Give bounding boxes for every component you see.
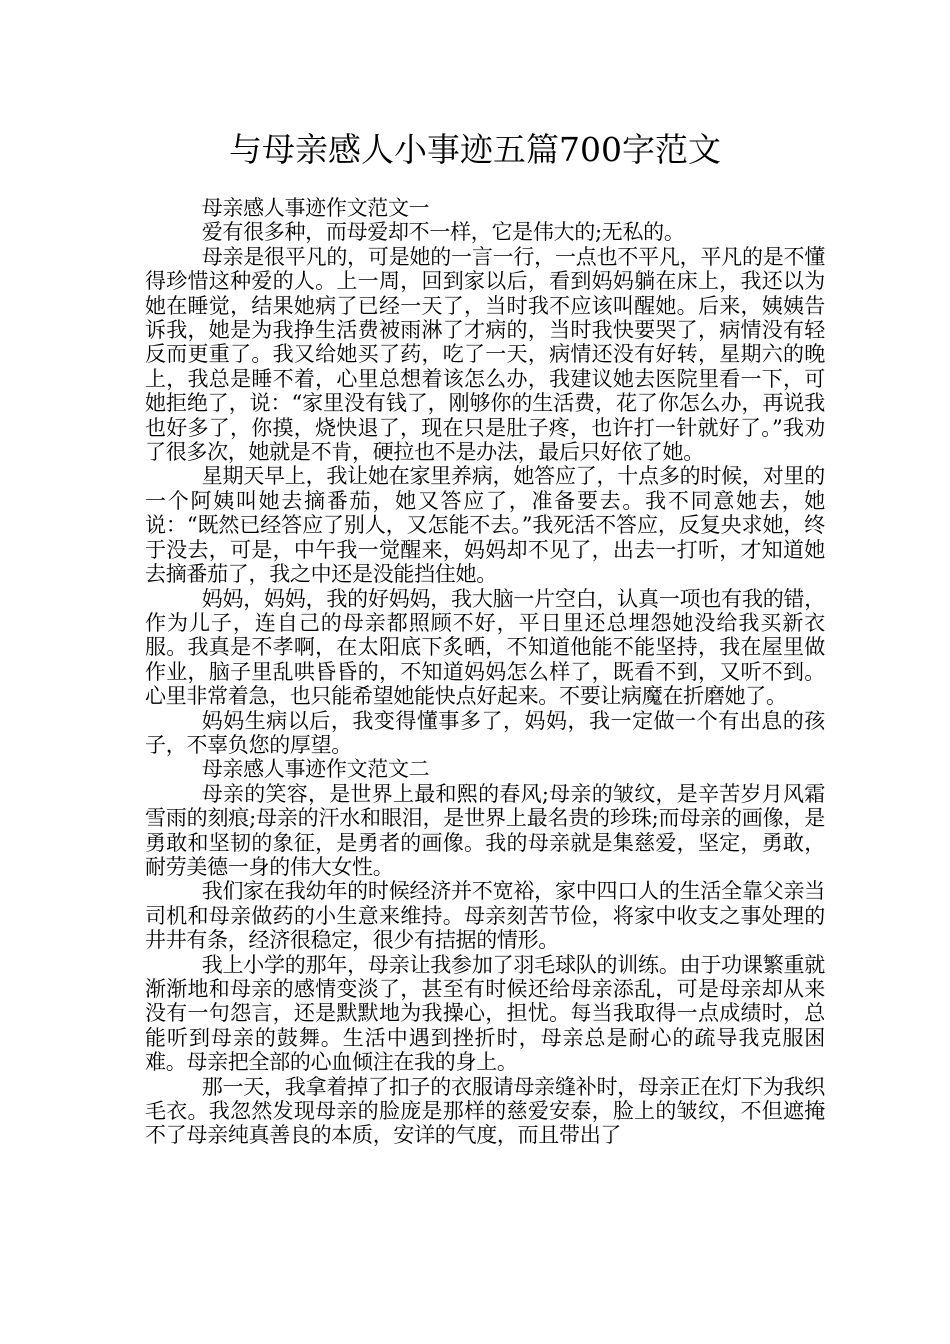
paragraph: 我上小学的那年，母亲让我参加了羽毛球队的训练。由于功课繁重就渐渐地和母亲的感情变淡了，甚至有时候还给母亲添乱，可是母亲却从来没有一句怨言，还是默默地为我操心，担忧。每当我取得一点成绩时，总能听到母亲的鼓舞。生活中遇到挫折时，母亲总是耐心的疏导我克服困难。母亲把全部的心血倾注在我的身上。	[145, 952, 825, 1075]
paragraph: 那一天，我拿着掉了扣子的衣服请母亲缝补时，母亲正在灯下为我织毛衣。我忽然发现母亲的脸庞是那样的慈爱安泰，脸上的皱纹，不但遮掩不了母亲纯真善良的本质，安详的气度，而且带出了	[145, 1074, 825, 1148]
paragraph: 母亲是很平凡的，可是她的一言一行，一点也不平凡，平凡的是不懂得珍惜这种爱的人。上一周，回到家以后，看到妈妈躺在床上，我还以为她在睡觉，结果她病了已经一天了，当时我不应该叫醒她。后来，姨姨告诉我，她是为我挣生活费被雨淋了才病的，当时我快要哭了，病情没有轻反而更重了。我又给她买了药，吃了一天，病情还没有好转，星期六的晚上，我总是睡不着，心里总想着该怎么办，我建议她去医院里看一下，可她拒绝了，说：“家里没有钱了，刚够你的生活费，花了你怎么办，再说我也好多了，你摸，烧快退了，现在只是肚子疼，也许打一针就好了。”我劝了很多次，她就是不肯，硬拉也不是办法，最后只好依了她。	[145, 244, 825, 465]
section-heading-1: 母亲感人事迹作文范文一	[201, 196, 430, 220]
paragraph: 妈妈，妈妈，我的好妈妈，我大脑一片空白，认真一项也有我的错，作为儿子，连自己的母亲都照顾不好，平日里还总埋怨她没给我买新衣服。我真是不孝啊，在太阳底下炙晒，不知道他能不能坚持，我在屋里做作业，脑子里乱哄昏昏的，不知道妈妈怎么样了，既看不到，又听不到。心里非常着急，也只能希望她能快点好起来。不要让病魔在折磨她了。	[145, 586, 825, 709]
paragraph: 星期天早上，我让她在家里养病，她答应了，十点多的时候，对里的一个阿姨叫她去摘番茄，她又答应了，准备要去。我不同意她去，她说：“既然已经答应了别人，又怎能不去。”我死活不答应，反复央求她，终于没去，可是，中午我一觉醒来，妈妈却不见了，出去一打听，才知道她去摘番茄了，我之中还是没能挡住她。	[145, 464, 825, 587]
paragraph: 母亲的笑容，是世界上最和熙的春风;母亲的皱纹，是辛苦岁月风霜雪雨的刻痕;母亲的汗水和眼泪，是世界上最名贵的珍珠;而母亲的画像，是勇敢和坚韧的象征，是勇者的画像。我的母亲就是集慈爱，坚定，勇敢，耐劳美德一身的伟大女性。	[145, 781, 825, 879]
section-heading-2: 母亲感人事迹作文范文二	[201, 757, 430, 782]
document-body	[145, 196, 825, 1148]
paragraph: 爱有很多种，而母爱却不一样，它是伟大的;无私的。	[201, 220, 685, 245]
paragraph: 我们家在我幼年的时候经济并不宽裕，家中四口人的生活全靠父亲当司机和母亲做药的小生意来维持。母亲刻苦节俭，将家中收支之事处理的井井有条，经济很稳定，很少有拮据的情形。	[145, 879, 825, 953]
paragraph: 妈妈生病以后，我变得懂事多了，妈妈，我一定做一个有出息的孩子，不辜负您的厚望。	[145, 708, 825, 757]
document-title: 与母亲感人小事迹五篇700字范文	[229, 130, 721, 169]
